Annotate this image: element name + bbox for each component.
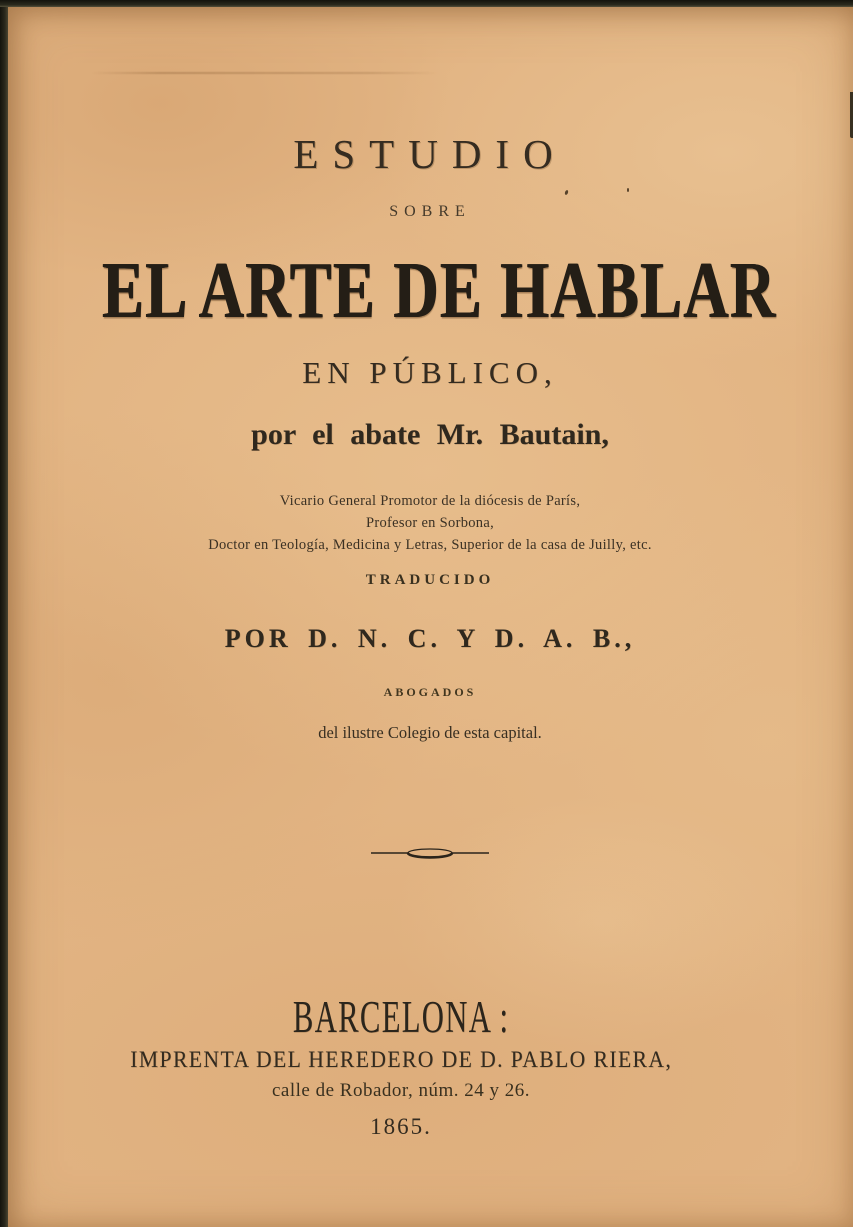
paper-speck [627, 188, 629, 192]
translated-label: TRADUCIDO [365, 572, 495, 588]
author-credentials [7, 490, 853, 556]
paper-speck [564, 190, 569, 196]
translators-line: POR D. N. C. Y D. A. B., [224, 624, 636, 653]
book-title [7, 246, 853, 337]
author-line: por el abate Mr. Bautain, [251, 418, 609, 451]
credential-line: Vicario General Promotor de la diócesis de París, [279, 493, 581, 509]
paper-crease [92, 72, 437, 74]
imprint-printer-text: IMPRENTA DEL HEREDERO DE D. PABLO RIERA, [130, 1047, 672, 1072]
imprint-year: 1865. [370, 1114, 432, 1139]
credential-line: Doctor en Teología, Medicina y Letras, Superior de la casa de Juilly, etc. [208, 537, 652, 553]
imprint-address: calle de Robador, núm. 24 y 26. [272, 1080, 530, 1101]
translators-title: ABOGADOS [383, 685, 477, 699]
series-title: ESTUDIO [293, 131, 567, 177]
book-subtitle: EN PÚBLICO, [302, 355, 558, 390]
translators-affiliation: del ilustre Colegio de esta capital. [318, 723, 542, 742]
credential-line: Profesor en Sorbona, [365, 515, 495, 531]
imprint-city-text: BARCELONA : [292, 992, 510, 1042]
imprint-printer [0, 1047, 824, 1073]
swelled-rule-icon [7, 846, 853, 865]
paper-background [7, 6, 853, 1227]
scan-edge-left [0, 0, 8, 1227]
series-subtitle: SOBRE [389, 203, 471, 220]
imprint-city [0, 991, 824, 1043]
scan-edge-top [0, 0, 853, 7]
book-title-text: EL ARTE DE HABLAR [102, 247, 777, 335]
